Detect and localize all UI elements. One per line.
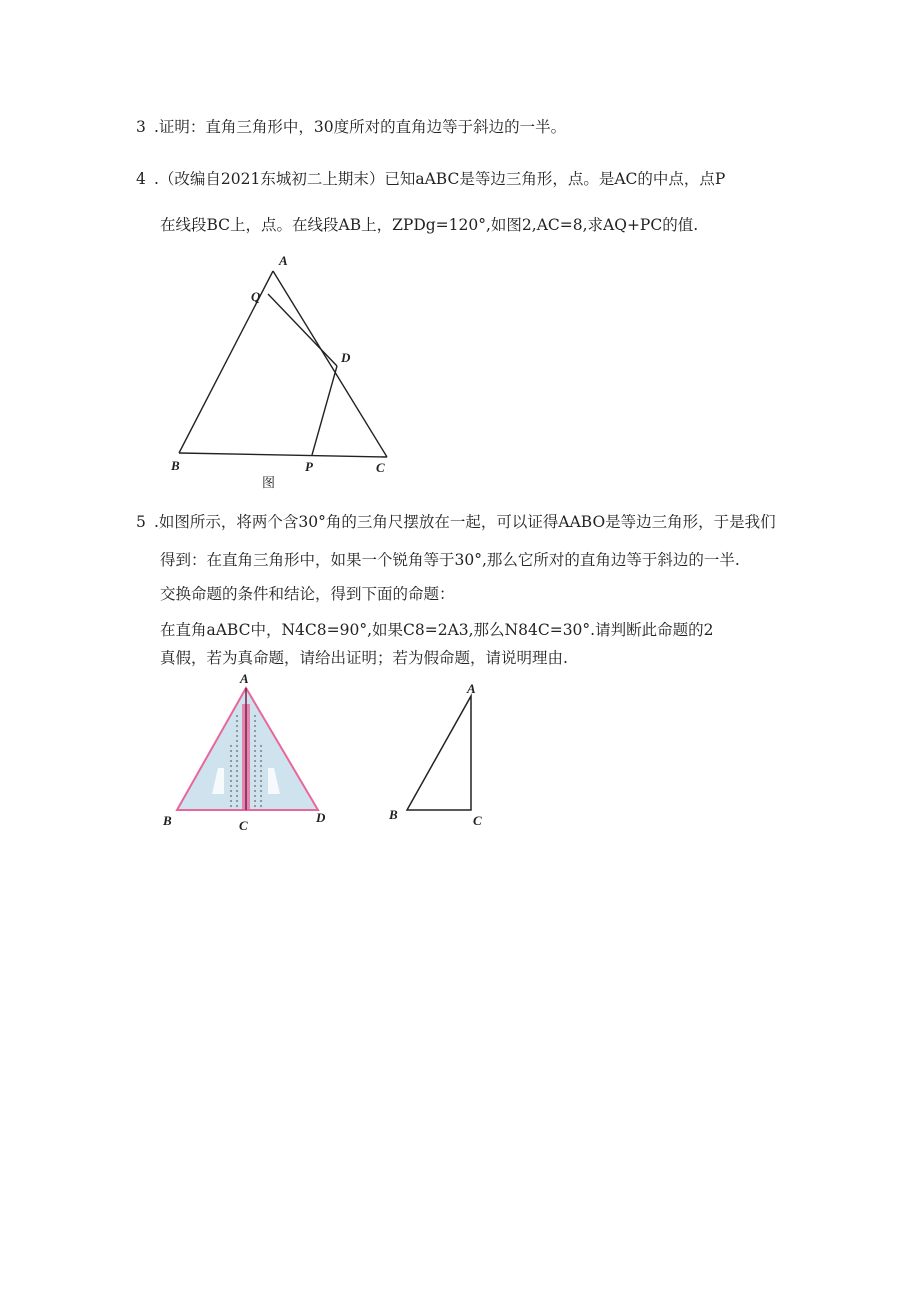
question-4-line-2: 在线段BC上，点。在线段AB上，ZPDg=120°,如图2,AC=8,求AQ+PC的值.	[160, 216, 699, 234]
question-5-line-3: 交换命题的条件和结论，得到下面的命题：	[160, 585, 455, 603]
label-a: A	[467, 681, 476, 696]
question-3-number: 3	[136, 118, 146, 136]
label-b: B	[171, 458, 180, 473]
right-triangle-figure	[385, 680, 495, 830]
segment-dp	[312, 366, 337, 455]
triangle-abc	[407, 696, 471, 810]
question-5-line-2: 得到：在直角三角形中，如果一个锐角等于30°,那么它所对的直角边等于斜边的一半.	[160, 551, 740, 569]
question-4-number: 4	[136, 170, 146, 188]
label-q: Q	[251, 289, 261, 304]
segment-bc	[179, 453, 387, 457]
set-square-figure	[160, 670, 340, 833]
question-4-line-1: .（改编自2021东城初二上期末）已知aABC是等边三角形，点。是AC的中点，点P	[154, 170, 726, 188]
question-5-line-5: 真假，若为真命题，请给出证明；若为假命题，请说明理由.	[160, 649, 568, 667]
segment-ac	[273, 271, 387, 457]
figure-caption: 图	[262, 476, 276, 491]
question-5-line-4: 在直角aABC中，N4C8=90°,如果C8=2A3,那么N84C=30°.请判断此命题的2	[160, 621, 714, 639]
label-d: D	[341, 350, 351, 365]
segment-qd	[268, 294, 337, 366]
question-5-number: 5	[136, 513, 146, 531]
label-c: C	[376, 460, 385, 475]
label-d: D	[316, 810, 326, 825]
label-p: P	[305, 459, 313, 474]
question-3-text: .证明：直角三角形中，30度所对的直角边等于斜边的一半。	[154, 118, 567, 136]
label-b: B	[163, 813, 172, 828]
label-a: A	[279, 253, 288, 268]
question-5-line-1: .如图所示，将两个含30°角的三角尺摆放在一起，可以证得AABO是等边三角形，于是我们	[154, 513, 776, 531]
label-a: A	[240, 671, 249, 686]
label-c: C	[473, 813, 482, 828]
label-c: C	[239, 818, 248, 833]
label-b: B	[389, 807, 398, 822]
question-4-figure	[165, 250, 405, 490]
